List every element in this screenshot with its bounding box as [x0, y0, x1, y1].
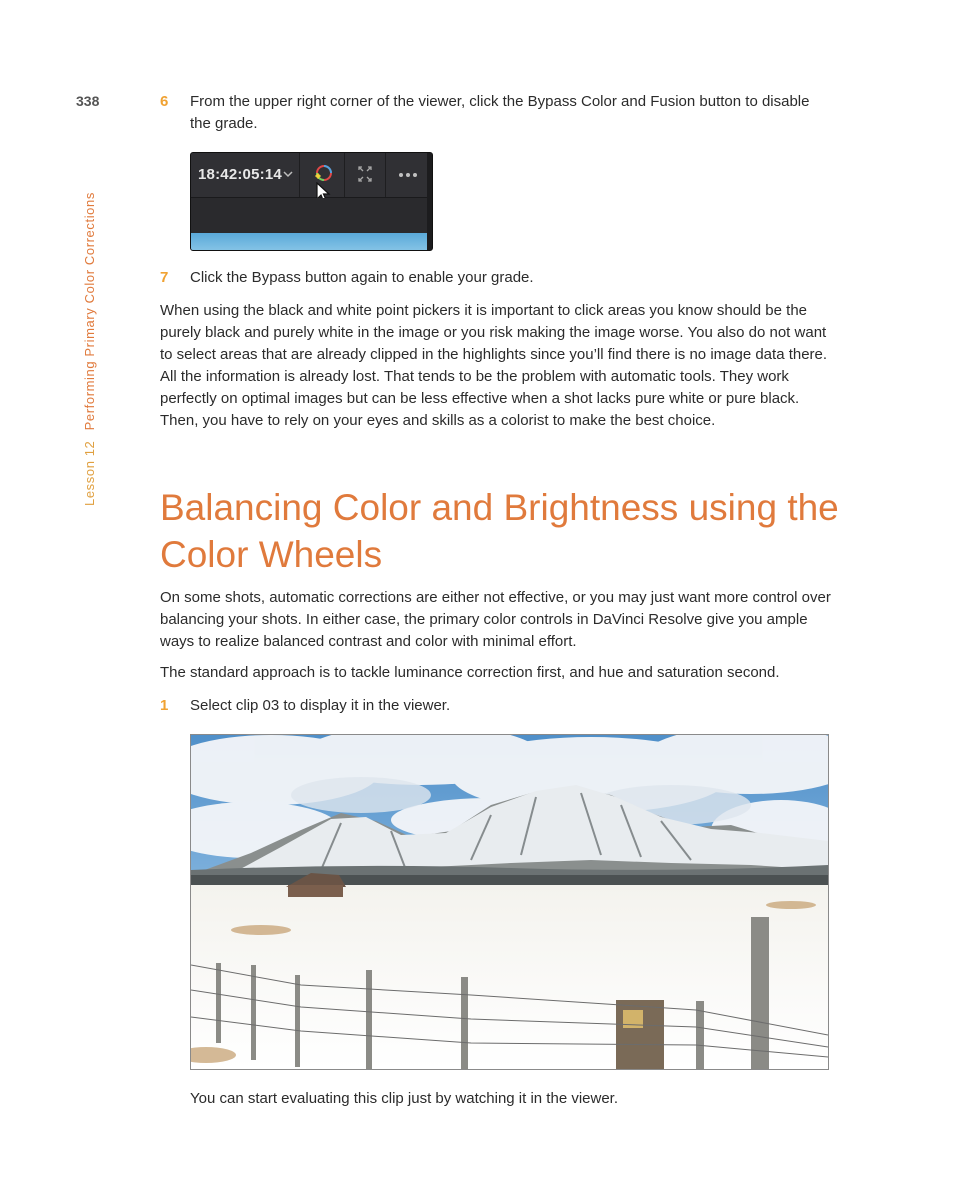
fullscreen-icon: [345, 153, 385, 197]
viewer-scrollbar: [427, 153, 432, 250]
body-paragraph: When using the black and white point pickers it is important to click areas you know should be the purely black and purely white in the image or you risk making the image worse. You also do not want to select areas that are already clipped in the highlights since you’ll find there is no image data there. All the information is already lost. That tends to be the problem with automatic tools. They work perfectly on optimal images but can be less effective when a shot lacks pure white or pure black. Then, you have to rely on your eyes and skills as a colorist to make the best choice.: [160, 302, 828, 429]
page-number: 338: [76, 93, 100, 109]
more-options-button[interactable]: [385, 153, 430, 197]
viewer-toolbar-screenshot: [190, 152, 433, 251]
body-paragraph: You can start evaluating this clip just by watching it in the viewer.: [190, 1090, 619, 1107]
fullscreen-button[interactable]: [344, 153, 385, 197]
step-number: 7: [160, 269, 169, 286]
more-options-icon: [386, 153, 430, 197]
step-number: 1: [160, 697, 169, 714]
timecode-display[interactable]: 18:42:05:14: [198, 166, 282, 183]
chevron-down-icon[interactable]: [282, 165, 294, 183]
step-text: Select clip 03 to display it in the viewer.: [190, 697, 451, 714]
step-text: From the upper right corner of the viewer, click the Bypass Color and Fusion button to disable the grade.: [190, 93, 810, 132]
step-number: 6: [160, 93, 169, 110]
viewer-toolbar: [191, 153, 432, 198]
landscape-image: [191, 735, 828, 1069]
running-head-chapter: Performing Primary Color Corrections: [82, 192, 97, 431]
landscape-photo: [190, 734, 829, 1070]
step-text: Click the Bypass button again to enable your grade.: [190, 269, 534, 286]
viewer-header-area: [191, 198, 432, 234]
viewer-image-preview: [191, 233, 429, 251]
body-paragraph: The standard approach is to tackle luminance correction first, and hue and saturation second.: [160, 664, 780, 681]
body-paragraph: On some shots, automatic corrections are either not effective, or you may just want more control over balancing your shots. In either case, the primary color controls in DaVinci Resolve give you ample ways to realize balanced contrast and color with minimal effort.: [160, 589, 831, 650]
section-heading: Balancing Color and Brightness using the Color Wheels: [160, 487, 839, 575]
running-head: [82, 192, 97, 506]
running-head-lesson: Lesson 12: [82, 440, 97, 506]
